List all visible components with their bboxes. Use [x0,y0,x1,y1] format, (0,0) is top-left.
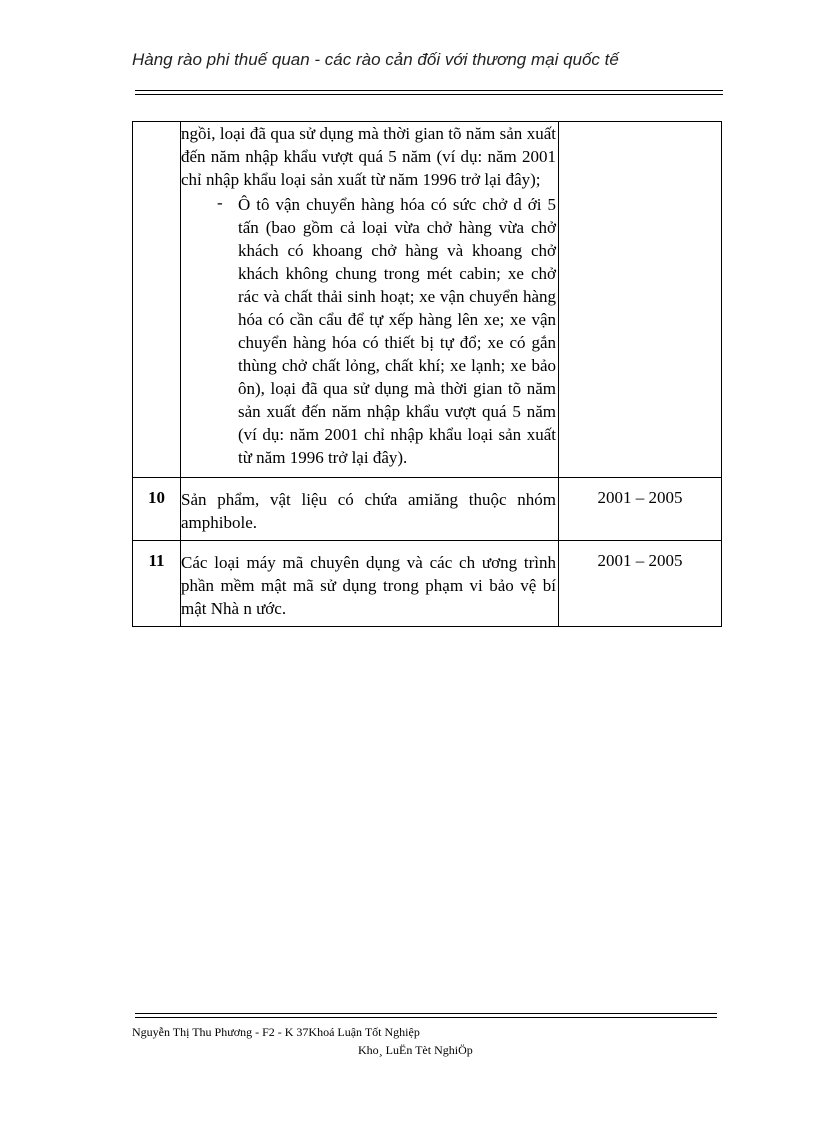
period-cell: 2001 – 2005 [559,478,722,541]
row-number-cell [133,122,181,478]
footer-author-line: Nguyễn Thị Thu Phương - F2 - K 37Khoá Luận Tốt Nghiệp [132,1025,420,1039]
header-rule-bottom [135,94,723,95]
bullet-item [181,193,558,469]
description-cell [181,541,559,627]
bullet-text: Ô tô vận chuyển hàng hóa có sức chở d ới 5 tấn (bao gồm cả loại vừa chở hàng vừa chở khách có khoang chở hàng và khoang chở khách không chung trong mét cabin; xe chở rác và chất thải sinh hoạt; xe vận chuyển hàng hóa có cần cẩu để tự xếp hàng lên xe; xe vận chuyển hàng hóa có thiết bị tự đổ; xe có gắn thùng chở chất lỏng, chất khí; xe lạnh; xe bảo ôn), loại đã qua sử dụng mà thời gian tõ năm sản xuất đến năm nhập khẩu vượt quá 5 năm (ví dụ: năm 2001 chỉ nhập khẩu loại sản xuất từ năm 1996 trở lại đây). [238,195,556,467]
document-header-title: Hàng rào phi thuế quan - các rào cản đối với thương mại quốc tế [132,50,619,69]
table-row [133,478,722,541]
row-number-cell: 11 [133,541,181,627]
header-rule-top [135,90,723,91]
description-text: Các loại máy mã chuyên dụng và các ch ương trình phần mềm mật mã sử dụng trong phạm vi bảo vệ bí mật Nhà n ước. [181,553,556,618]
description-cell [181,478,559,541]
bullet-dash: - [217,193,223,212]
footer-rule-top [135,1013,717,1014]
table-row [133,122,722,478]
row-number-cell: 10 [133,478,181,541]
description-text: Sản phẩm, vật liệu có chứa amiăng thuộc nhóm amphibole. [181,490,556,532]
description-paragraph: ngồi, loại đã qua sử dụng mà thời gian tõ năm sản xuất đến năm nhập khẩu vượt quá 5 năm (ví dụ: năm 2001 chỉ nhập khẩu loại sản xuất từ năm 1996 trở lại đây); [181,124,556,189]
description-cell [181,122,559,478]
table-row [133,541,722,627]
restricted-goods-table [132,121,722,627]
footer-garbled-line: Kho¸ LuËn Tèt NghiÖp [358,1043,473,1057]
footer-rule-bottom [135,1017,717,1018]
period-cell [559,122,722,478]
period-cell: 2001 – 2005 [559,541,722,627]
